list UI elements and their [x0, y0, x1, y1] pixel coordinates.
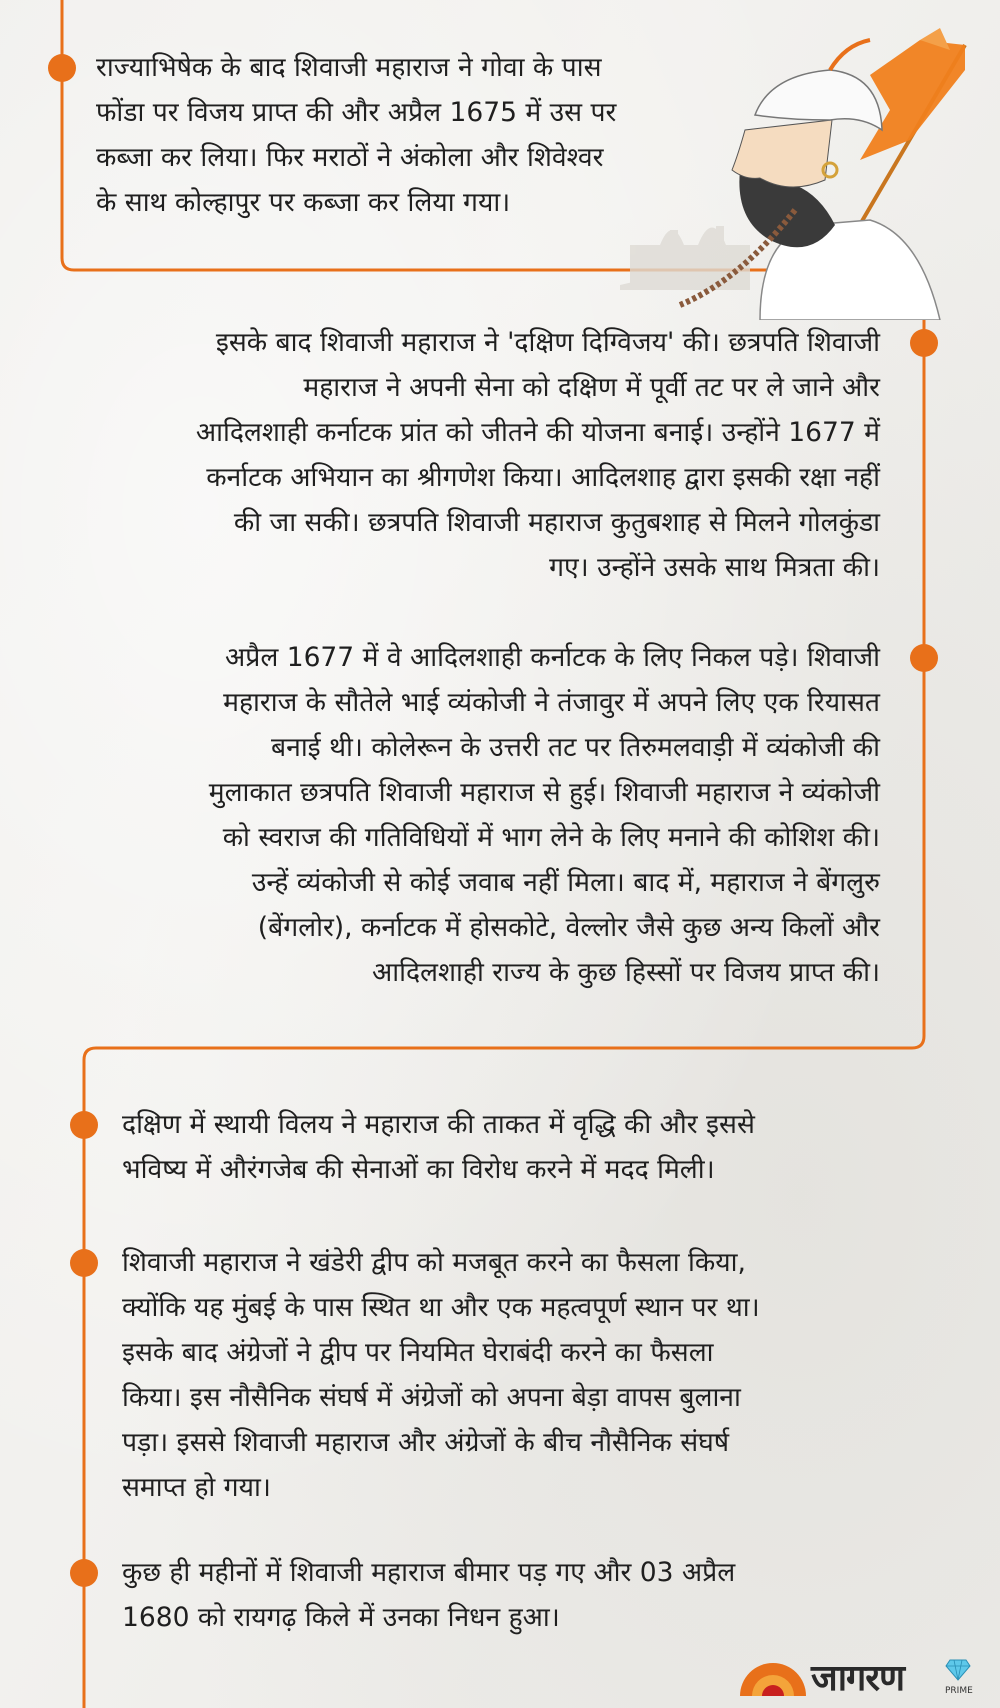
paragraph-karnataka-campaign — [209, 635, 880, 995]
text-line: क्योंकि यह मुंबई के पास स्थित था और एक महत्वपूर्ण स्थान पर था। — [122, 1292, 760, 1323]
text-line: उन्हें व्यंकोजी से कोई जवाब नहीं मिला। बाद में, महाराज ने बेंगलुरु — [251, 867, 880, 898]
paragraph-khanderi-island — [122, 1240, 760, 1510]
sun-icon — [738, 1654, 808, 1698]
text-line: कब्जा कर लिया। फिर मराठों ने अंकोला और शिवेश्वर — [96, 142, 604, 173]
jagran-prime-logo — [738, 1650, 978, 1700]
text-line: आदिलशाही राज्य के कुछ हिस्सों पर विजय प्राप्त की। — [372, 957, 880, 988]
text-line: मुलाकात छत्रपति शिवाजी महाराज से हुई। शिवाजी महाराज ने व्यंकोजी — [208, 777, 880, 808]
timeline-dot-1 — [48, 54, 76, 82]
text-line: महाराज के सौतेले भाई व्यंकोजी ने तंजावुर में अपने लिए एक रियासत — [223, 687, 880, 718]
text-line: शिवाजी महाराज ने खंडेरी द्वीप को मजबूत करने का फैसला किया, — [122, 1247, 746, 1278]
brand-name: जागरण — [811, 1658, 905, 1699]
diamond-icon — [945, 1658, 971, 1682]
text-line: 1680 को रायगढ़ किले में उनका निधन हुआ। — [122, 1602, 560, 1633]
text-line: पड़ा। इससे शिवाजी महाराज और अंग्रेजों के बीच नौसैनिक संघर्ष — [122, 1427, 730, 1458]
text-line: समाप्त हो गया। — [122, 1472, 271, 1503]
timeline-dot-6 — [70, 1559, 98, 1587]
text-line: के साथ कोल्हापुर पर कब्जा कर लिया गया। — [96, 187, 511, 218]
timeline-dot-2 — [910, 329, 938, 357]
text-line: इसके बाद अंग्रेजों ने द्वीप पर नियमित घेराबंदी करने का फैसला — [122, 1337, 714, 1368]
text-line: इसके बाद शिवाजी महाराज ने 'दक्षिण दिग्विजय' की। छत्रपति शिवाजी — [215, 327, 880, 358]
paragraph-southern-merger — [122, 1102, 755, 1192]
prime-label: PRIME — [945, 1686, 973, 1696]
shivaji-portrait-illustration — [620, 20, 980, 320]
text-line: महाराज ने अपनी सेना को दक्षिण में पूर्वी तट पर ले जाने और — [303, 372, 880, 403]
paragraph-death — [122, 1550, 735, 1640]
text-line: (बेंगलोर), कर्नाटक में होसकोटे, वेल्लोर जैसे कुछ अन्य किलों और — [257, 912, 880, 943]
text-line: की जा सकी। छत्रपति शिवाजी महाराज कुतुबशाह से मिलने गोलकुंडा — [233, 507, 880, 538]
text-line: बनाई थी। कोलेरून के उत्तरी तट पर तिरुमलवाड़ी में व्यंकोजी की — [270, 732, 880, 763]
text-line: कर्नाटक अभियान का श्रीगणेश किया। आदिलशाह द्वारा इसकी रक्षा नहीं — [206, 462, 880, 493]
text-line: भविष्य में औरंगजेब की सेनाओं का विरोध करने में मदद मिली। — [122, 1154, 715, 1185]
text-line: अप्रैल 1677 में वे आदिलशाही कर्नाटक के लिए निकल पड़े। शिवाजी — [225, 642, 880, 673]
text-line: आदिलशाही कर्नाटक प्रांत को जीतने की योजना बनाई। उन्होंने 1677 में — [195, 417, 880, 448]
text-line: किया। इस नौसैनिक संघर्ष में अंग्रेजों को अपना बेड़ा वापस बुलाना — [122, 1382, 741, 1413]
paragraph-coronation-aftermath — [96, 45, 616, 225]
text-line: गए। उन्होंने उसके साथ मित्रता की। — [549, 552, 880, 583]
paragraph-dakshin-digvijay — [196, 320, 880, 590]
text-line: कुछ ही महीनों में शिवाजी महाराज बीमार पड़ गए और 03 अप्रैल — [122, 1557, 736, 1588]
text-line: राज्याभिषेक के बाद शिवाजी महाराज ने गोवा के पास — [96, 52, 602, 83]
timeline-dot-4 — [70, 1111, 98, 1139]
timeline-dot-3 — [910, 644, 938, 672]
text-line: फोंडा पर विजय प्राप्त की और अप्रैल 1675 में उस पर — [96, 97, 617, 128]
text-line: को स्वराज की गतिविधियों में भाग लेने के लिए मनाने की कोशिश की। — [222, 822, 880, 853]
timeline-dot-5 — [70, 1249, 98, 1277]
text-line: दक्षिण में स्थायी विलय ने महाराज की ताकत में वृद्धि की और इससे — [122, 1109, 755, 1140]
